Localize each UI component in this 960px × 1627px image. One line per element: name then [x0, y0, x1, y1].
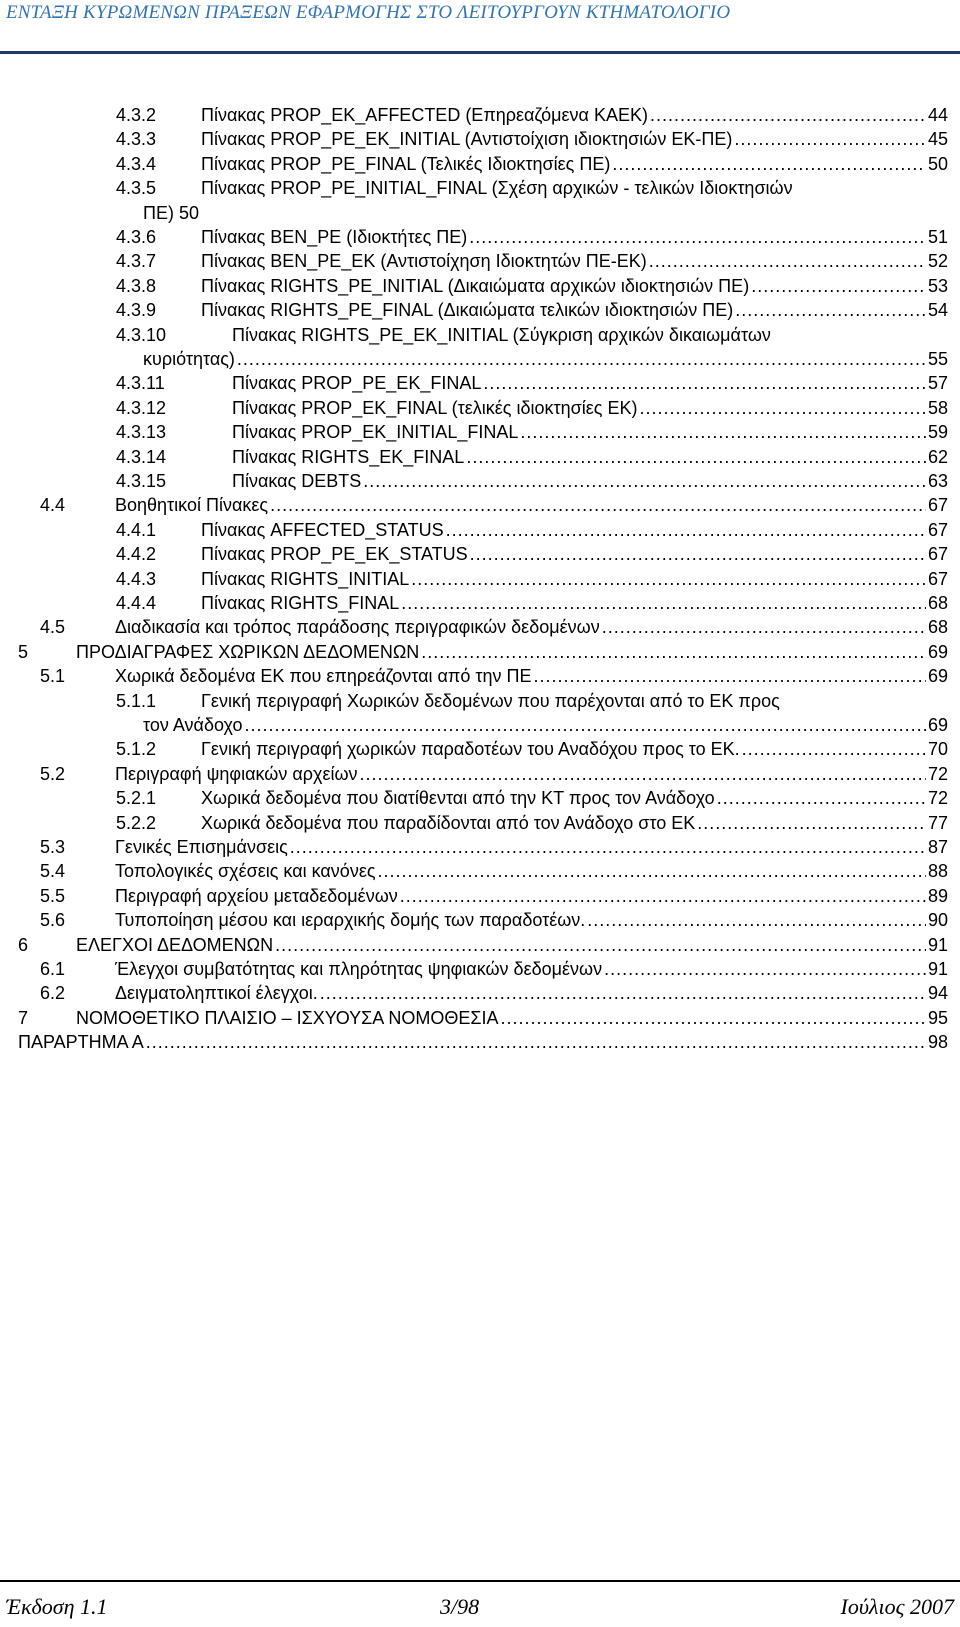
toc-entry-number: 4.5: [40, 617, 66, 638]
page-header: [0, 0, 960, 58]
toc-entry-page: 94: [927, 983, 948, 1004]
toc-entry-title: Πίνακας RIGHTS_EK_FINAL: [232, 446, 465, 467]
toc-entry-number: 5.2.1: [116, 788, 157, 809]
toc-entry[interactable]: [0, 493, 948, 517]
toc-entry[interactable]: [0, 298, 948, 322]
toc-entry-title: Χωρικά δεδομένα που παραδίδονται από τον Ανάδοχο στο ΕΚ: [201, 812, 696, 833]
toc-entry-page: 88: [927, 861, 948, 882]
toc-entry-title: Πίνακας PROP_EK_AFFECTED (Επηρεαζόμενα ΚΑΕΚ): [201, 105, 648, 125]
toc-entry-number: 5.1: [40, 666, 66, 687]
toc-entry-title: Διαδικασία και τρόπος παράδοσης περιγραφικών δεδομένων: [115, 617, 600, 638]
toc-entry-title: ΠΡΟΔΙΑΓΡΑΦΕΣ ΧΩΡΙΚΩΝ ΔΕΔΟΜΕΝΩΝ: [76, 641, 420, 662]
toc-entry-title: Πίνακας PROP_PE_FINAL (Τελικές Ιδιοκτησίες ΠΕ): [201, 153, 611, 174]
toc-entry[interactable]: [0, 103, 948, 127]
toc-entry[interactable]: [0, 835, 948, 859]
toc-entry[interactable]: [0, 127, 948, 151]
toc-entry-page: 77: [927, 812, 948, 833]
toc-entry[interactable]: [0, 981, 948, 1005]
toc-entry[interactable]: [0, 518, 948, 542]
toc-entry-title: Πίνακας PROP_PE_EK_INITIAL (Αντιστοίχιση ιδιοκτησιών ΕΚ-ΠΕ): [201, 129, 733, 150]
toc-entry-title: Γενικές Επισημάνσεις: [115, 837, 288, 857]
toc-entry[interactable]: [0, 176, 948, 200]
toc-entry-page: 89: [927, 885, 948, 906]
toc-entry-number: 4.3.9: [116, 300, 157, 321]
toc-entry-page: 95: [927, 1007, 948, 1028]
toc-entry[interactable]: [0, 884, 948, 908]
footer-page-number: 3/98: [440, 1594, 480, 1619]
toc-entry-title: Πίνακας RIGHTS_FINAL: [201, 593, 400, 613]
toc-entry-number: 5.2.2: [116, 812, 157, 833]
toc-entry-page: 72: [927, 788, 948, 809]
toc-entry-title: Τυποποίηση μέσου και ιεραρχικής δομής των παραδοτέων.: [115, 910, 586, 931]
dot-leader: [360, 762, 926, 786]
toc-entry-continuation[interactable]: [0, 201, 948, 225]
dot-leader: [270, 493, 926, 517]
toc-entry-page: 68: [927, 593, 948, 613]
toc-entry[interactable]: [0, 420, 948, 444]
toc-entry-number: 4.4: [40, 495, 66, 516]
toc-entry-page: 57: [927, 373, 948, 394]
page-footer: [0, 1580, 960, 1627]
header-divider: [0, 51, 960, 54]
toc-entry[interactable]: [0, 615, 948, 639]
toc-entry-number: 5.5: [40, 885, 66, 906]
dot-leader: [146, 1030, 926, 1054]
toc-entry[interactable]: [0, 908, 948, 932]
toc-entry-page: 91: [927, 934, 948, 955]
toc-entry-page: 52: [927, 251, 948, 272]
dot-leader: [604, 957, 926, 981]
toc-entry-page: 72: [927, 763, 948, 784]
toc-entry-title: ΝΟΜΟΘΕΤΙΚΟ ΠΛΑΙΣΙΟ – ΙΣΧΥΟΥΣΑ ΝΟΜΟΘΕΣΙΑ: [76, 1007, 499, 1028]
toc-entry-number: 6: [18, 934, 29, 955]
toc-entry-number: 5.1.2: [116, 739, 157, 760]
toc-entry-page: 55: [927, 349, 948, 369]
dot-leader: [469, 225, 926, 249]
toc-entry-number: 4.3.6: [116, 227, 157, 247]
dot-leader: [639, 396, 926, 420]
toc-entry[interactable]: [0, 762, 948, 786]
dot-leader: [446, 518, 926, 542]
toc-entry[interactable]: [0, 249, 948, 273]
toc-entry-title: Γενική περιγραφή χωρικών παραδοτέων του Αναδόχου προς το ΕΚ.: [201, 739, 740, 760]
toc-entry-page: 69: [927, 641, 948, 662]
toc-entry[interactable]: [0, 323, 948, 347]
toc-entry-title: ΠΑΡΑΡΤΗΜΑ Α: [18, 1032, 144, 1053]
toc-entry-number: 4.3.15: [116, 471, 167, 491]
toc-entry-number: 4.3.3: [116, 129, 157, 150]
toc-entry-title: Πίνακας PROP_PE_INITIAL_FINAL (Σχέση αρχικών - τελικών Ιδιοκτησιών: [201, 178, 793, 199]
toc-entry-number: 4.4.1: [116, 519, 157, 540]
dot-leader: [534, 664, 926, 688]
dot-leader: [237, 347, 926, 371]
toc-entry-page: 45: [927, 129, 948, 150]
toc-entry-page: 67: [927, 568, 948, 589]
dot-leader: [520, 420, 926, 444]
dot-leader: [587, 908, 926, 932]
toc-entry-title: Χωρικά δεδομένα που διατίθενται από την ΚΤ προς τον Ανάδοχο: [201, 788, 715, 809]
dot-leader: [650, 103, 926, 127]
toc-entry-page: 67: [927, 519, 948, 540]
dot-leader: [717, 786, 926, 810]
toc-entry[interactable]: [0, 152, 948, 176]
toc-entry-title: Πίνακας RIGHTS_INITIAL: [201, 568, 410, 589]
toc-entry-title: Έλεγχοι συμβατότητας και πληρότητας ψηφιακών δεδομένων: [115, 959, 603, 979]
toc-entry-title: Πίνακας RIGHTS_PE_FINAL (Δικαιώματα τελικών ιδιοκτησιών ΠΕ): [201, 300, 734, 321]
toc-entry[interactable]: [0, 396, 948, 420]
dot-leader: [697, 811, 926, 835]
toc-entry-page: 90: [927, 910, 948, 931]
toc-entry-page: 44: [927, 105, 948, 125]
toc-entry-page: 62: [927, 446, 948, 467]
toc-entry-number: 5: [18, 641, 29, 662]
toc-entry-title: Βοηθητικοί Πίνακες: [115, 495, 269, 516]
dot-leader: [400, 884, 926, 908]
toc-entry-title-continued: τον Ανάδοχο: [143, 715, 243, 735]
toc-entry-page: 68: [927, 617, 948, 638]
dot-leader: [500, 1006, 926, 1030]
dot-leader: [378, 859, 926, 883]
toc-entry-number: 4.3.14: [116, 446, 167, 467]
toc-entry-continuation[interactable]: [0, 347, 948, 371]
toc-entry-number: 4.4.2: [116, 544, 157, 565]
dot-leader: [320, 981, 926, 1005]
dot-leader: [401, 591, 926, 615]
dot-leader: [734, 127, 926, 151]
toc-entry-page: 87: [927, 837, 948, 857]
toc-entry[interactable]: [0, 274, 948, 298]
toc-entry-title: Πίνακας BEN_PE (Ιδιοκτήτες ΠΕ): [201, 227, 468, 247]
toc-entry-page: 70: [927, 739, 948, 760]
toc-entry-number: 5.6: [40, 910, 66, 931]
toc-entry-number: 4.3.4: [116, 153, 157, 174]
toc-entry-number: 4.3.13: [116, 422, 167, 443]
toc-entry-number: 4.4.4: [116, 593, 157, 613]
toc-entry[interactable]: [0, 957, 948, 981]
footer-divider: [0, 1580, 960, 1582]
footer-version: Έκδοση 1.1: [6, 1594, 108, 1619]
toc-entry-title: Πίνακας AFFECTED_STATUS: [201, 519, 444, 540]
toc-entry-page: 59: [927, 422, 948, 443]
toc-entry[interactable]: [0, 640, 948, 664]
toc-entry-number: 4.3.11: [116, 373, 165, 394]
dot-leader: [363, 469, 926, 493]
toc-entry-title-continued: κυριότητας): [143, 349, 235, 369]
toc-entry[interactable]: [0, 1030, 948, 1054]
toc-entry-number: 4.3.8: [116, 275, 157, 296]
dot-leader: [421, 640, 926, 664]
toc-entry[interactable]: [0, 786, 948, 810]
toc-entry-number: 4.3.7: [116, 251, 157, 272]
dot-leader: [244, 713, 925, 737]
toc-entry-page: 51: [927, 227, 948, 247]
toc-entry-number: 4.3.10: [116, 324, 167, 345]
toc-entry[interactable]: [0, 1006, 948, 1030]
toc-entry-number: 4.3.12: [116, 397, 167, 418]
toc-entry-title: Πίνακας BEN_PE_EK (Αντιστοίχηση Ιδιοκτητών ΠΕ-ΕΚ): [201, 251, 647, 272]
dot-leader: [735, 298, 926, 322]
toc-entry-title: Πίνακας PROP_EK_FINAL (τελικές ιδιοκτησίες ΕΚ): [232, 397, 638, 418]
dot-leader: [470, 542, 926, 566]
toc-entry-title: Περιγραφή αρχείου μεταδεδομένων: [115, 885, 398, 906]
toc-entry[interactable]: [0, 225, 948, 249]
toc-entry-number: 5.4: [40, 861, 66, 882]
toc-entry-number: 5.2: [40, 763, 66, 784]
toc-entry-page: 91: [927, 959, 948, 979]
toc-entry[interactable]: [0, 933, 948, 957]
footer-date: Ιούλιος 2007: [840, 1594, 954, 1619]
toc-entry-title-continued: ΠΕ) 50: [143, 202, 200, 223]
toc-entry-number: 6.1: [40, 959, 66, 979]
dot-leader: [275, 933, 926, 957]
toc-entry[interactable]: [0, 469, 948, 493]
toc-entry[interactable]: [0, 737, 948, 761]
toc-entry-number: 7: [18, 1007, 29, 1028]
toc-entry-title: Πίνακας PROP_PE_EK_FINAL: [232, 373, 482, 394]
toc-entry-title: Πίνακας PROP_EK_INITIAL_FINAL: [232, 422, 519, 443]
dot-leader: [290, 835, 926, 859]
dot-leader: [751, 274, 926, 298]
toc-entry-number: 4.4.3: [116, 568, 157, 589]
toc-entry[interactable]: [0, 542, 948, 566]
toc-entry-title: Πίνακας DEBTS: [232, 471, 362, 491]
toc-entry-title: Δειγματοληπτικοί έλεγχοι.: [115, 983, 318, 1004]
toc-entry-title: Πίνακας RIGHTS_PE_INITIAL (Δικαιώματα αρχικών ιδιοκτησιών ΠΕ): [201, 275, 750, 296]
toc-entry-number: 4.3.5: [116, 178, 157, 199]
toc-entry-continuation[interactable]: [0, 713, 948, 737]
toc-entry[interactable]: [0, 664, 948, 688]
toc-entry[interactable]: [0, 567, 948, 591]
toc-entry-page: 54: [927, 300, 948, 321]
toc-entry-page: 69: [927, 666, 948, 687]
toc-entry-title: Χωρικά δεδομένα ΕΚ που επηρεάζονται από την ΠΕ: [115, 666, 532, 687]
toc-entry-page: 58: [927, 397, 948, 418]
toc-entry-number: 5.1.1: [116, 690, 157, 711]
toc-entry-title: Γενική περιγραφή Χωρικών δεδομένων που παρέχονται από το ΕΚ προς: [201, 690, 780, 711]
toc-entry-page: 69: [927, 715, 948, 735]
toc-entry-title: ΕΛΕΓΧΟΙ ΔΕΔΟΜΕΝΩΝ: [76, 934, 274, 955]
toc-entry-page: 67: [927, 544, 948, 565]
toc-entry-number: 6.2: [40, 983, 66, 1004]
toc-entry[interactable]: [0, 689, 948, 713]
toc-entry-number: 4.3.2: [116, 105, 157, 125]
dot-leader: [602, 615, 926, 639]
dot-leader: [466, 445, 926, 469]
toc-entry[interactable]: [0, 371, 948, 395]
toc-entry-title: Τοπολογικές σχέσεις και κανόνες: [115, 861, 376, 882]
toc-entry-title: Πίνακας RIGHTS_PE_EK_INITIAL (Σύγκριση αρχικών δικαιωμάτων: [232, 324, 771, 345]
toc-entry-page: 53: [927, 275, 948, 296]
header-title: ΕΝΤΑΞΗ ΚΥΡΩΜΕΝΩΝ ΠΡΑΞΕΩΝ ΕΦΑΡΜΟΓΗΣ ΣΤΟ ΛΕΙΤΟΥΡΓΟΥΝ ΚΤΗΜΑΤΟΛΟΓΙΟ: [6, 2, 731, 23]
dot-leader: [612, 152, 926, 176]
toc-entry-title: Περιγραφή ψηφιακών αρχείων: [115, 763, 358, 784]
toc-entry-page: 67: [927, 495, 948, 516]
toc-entry-number: 5.3: [40, 837, 66, 857]
toc-entry-title: Πίνακας PROP_PE_EK_STATUS: [201, 544, 468, 565]
toc-entry-page: 63: [927, 471, 948, 491]
dot-leader: [411, 567, 926, 591]
toc-entry[interactable]: [0, 811, 948, 835]
toc-entry[interactable]: [0, 445, 948, 469]
dot-leader: [742, 737, 926, 761]
toc-entry-page: 50: [927, 153, 948, 174]
dot-leader: [649, 249, 926, 273]
toc-entry[interactable]: [0, 859, 948, 883]
dot-leader: [483, 371, 926, 395]
toc-entry-page: 98: [927, 1032, 948, 1053]
toc-entry[interactable]: [0, 591, 948, 615]
